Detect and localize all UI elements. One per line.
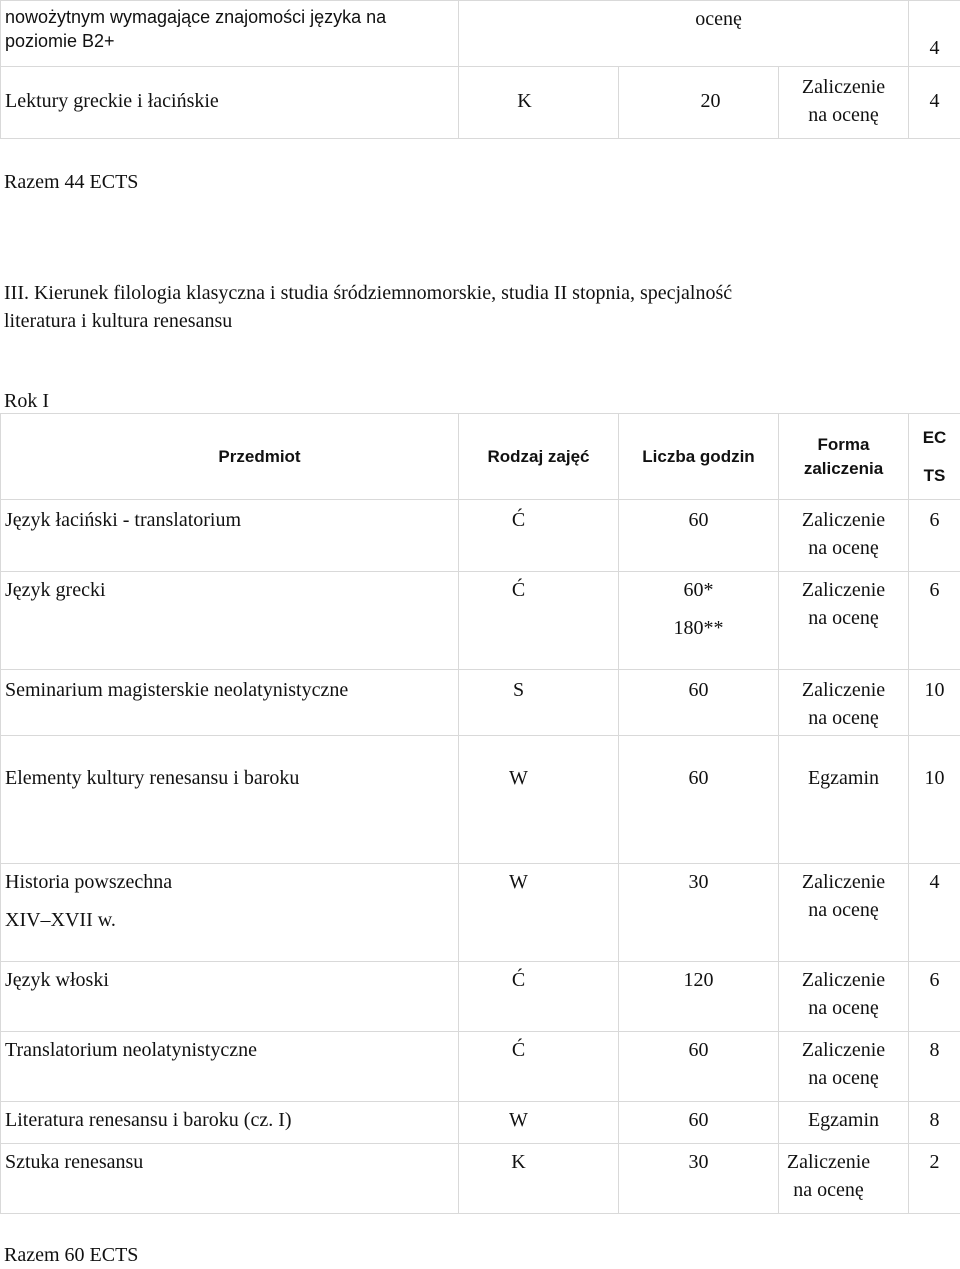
ects-cell: 10 [909, 736, 960, 864]
table-row [1, 962, 960, 1032]
hours-cell: 20 [619, 67, 779, 139]
type-cell: Ć [459, 572, 619, 670]
hours-cell: 60 [619, 670, 779, 736]
top-table [0, 0, 960, 139]
subject-cell: Seminarium magisterskie neolatynistyczne [1, 670, 459, 736]
hours-cell: 60 [619, 1102, 779, 1144]
ects-cell: 4 [909, 1, 960, 67]
subject-cell: Literatura renesansu i baroku (cz. I) [1, 1102, 459, 1144]
section-heading: III. Kierunek filologia klasyczna i studia śródziemnomorskie, studia II stopnia, specjalność literatura i kultura renesansu [4, 279, 732, 335]
subject-cell: Język włoski [1, 962, 459, 1032]
type-cell: K [459, 67, 619, 139]
subject-cell: Elementy kultury renesansu i baroku [1, 736, 459, 864]
form-cell: Zaliczenie na ocenę [779, 962, 909, 1032]
type-cell: Ć [459, 1032, 619, 1102]
table-row [1, 67, 960, 139]
form-cell: Zaliczenie na ocenę [779, 864, 909, 962]
form-cell: Zaliczenie na ocenę [779, 572, 909, 670]
subject-cell: Sztuka renesansu [1, 1144, 459, 1214]
table-row [1, 864, 960, 962]
hours-cell: 30 [619, 864, 779, 962]
type-cell: Ć [459, 962, 619, 1032]
ects-cell: 6 [909, 962, 960, 1032]
table-row [1, 1144, 960, 1214]
total-ects-2: Razem 60 ECTS [4, 1241, 138, 1269]
table-row [1, 500, 960, 572]
hours-cell: 30 [619, 1144, 779, 1214]
subject-cell: nowożytnym wymagające znajomości języka na poziomie B2+ [1, 1, 459, 67]
ects-cell: 2 [909, 1144, 960, 1214]
table-row [1, 736, 960, 864]
type-cell: S [459, 670, 619, 736]
table-row [1, 670, 960, 736]
hours-cell: 120 [619, 962, 779, 1032]
type-cell: W [459, 1102, 619, 1144]
hours-cell: 60 [619, 1032, 779, 1102]
header-form: Forma zaliczenia [779, 414, 909, 500]
subject-cell: Historia powszechna XIV–XVII w. [1, 864, 459, 962]
form-cell: Zaliczenie na ocenę [779, 670, 909, 736]
type-cell: Ć [459, 500, 619, 572]
subject-cell: Język łaciński - translatorium [1, 500, 459, 572]
header-ects: EC TS [909, 414, 960, 500]
ects-cell: 8 [909, 1102, 960, 1144]
year-label: Rok I [4, 387, 49, 415]
type-cell: W [459, 864, 619, 962]
ects-cell: 4 [909, 67, 960, 139]
subject-cell: Język grecki [1, 572, 459, 670]
hours-cell: 60 [619, 500, 779, 572]
ects-cell: 8 [909, 1032, 960, 1102]
form-cell: ocenę [459, 1, 909, 67]
subject-cell: Lektury greckie i łacińskie [1, 67, 459, 139]
type-cell: W [459, 736, 619, 864]
subject-cell: Translatorium neolatynistyczne [1, 1032, 459, 1102]
table-row [1, 1102, 960, 1144]
hours-cell: 60 [619, 736, 779, 864]
form-cell: Zaliczenie na ocenę [779, 67, 909, 139]
form-cell: Zaliczenie na ocenę [779, 1144, 909, 1214]
form-cell: Egzamin [779, 736, 909, 864]
hours-cell: 60* 180** [619, 572, 779, 670]
ects-cell: 6 [909, 500, 960, 572]
form-cell: Zaliczenie na ocenę [779, 500, 909, 572]
table-row [1, 572, 960, 670]
header-hours: Liczba godzin [619, 414, 779, 500]
table-row [1, 1, 960, 67]
table-row [1, 1032, 960, 1102]
header-subject: Przedmiot [1, 414, 459, 500]
total-ects-1: Razem 44 ECTS [4, 168, 138, 196]
ects-cell: 4 [909, 864, 960, 962]
header-row [1, 414, 960, 500]
ects-cell: 10 [909, 670, 960, 736]
main-table [0, 413, 960, 1214]
ects-cell: 6 [909, 572, 960, 670]
form-cell: Egzamin [779, 1102, 909, 1144]
type-cell: K [459, 1144, 619, 1214]
form-cell: Zaliczenie na ocenę [779, 1032, 909, 1102]
header-type: Rodzaj zajęć [459, 414, 619, 500]
